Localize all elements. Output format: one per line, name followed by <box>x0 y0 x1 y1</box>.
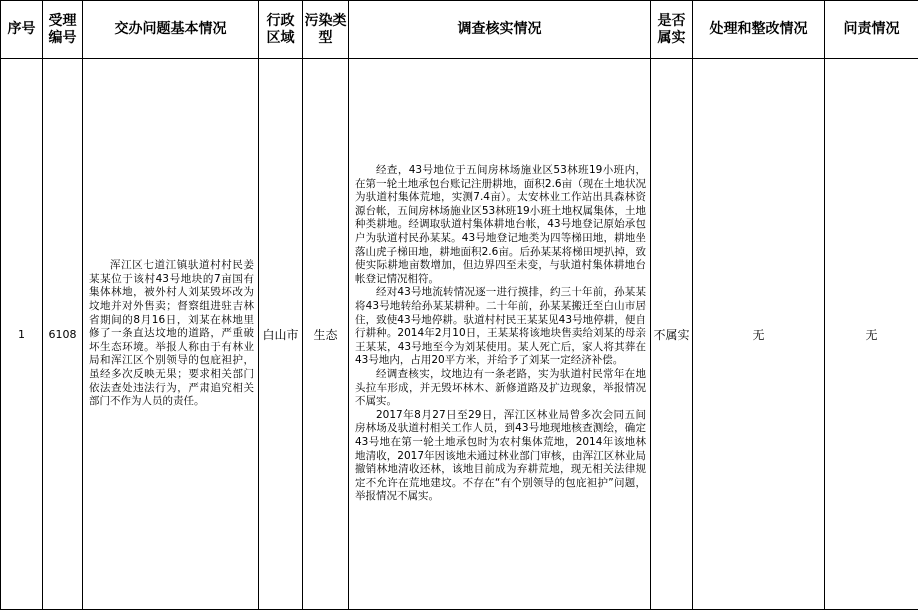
investigation-paragraph: 经调查核实，坟地边有一条老路，实为驮道村民常年在地头拉车形成，并无毁坏林木、新修道路及扩边现象，举报情况不属实。 <box>355 368 646 409</box>
cell-is-true: 不属实 <box>651 59 693 610</box>
cell-accept-no: 6108 <box>43 59 83 610</box>
investigation-paragraph: 经查，43号地位于五间房林场施业区53林班19小班内，在第一轮土地承包台账记注册耕地，面积2.6亩（现在土地状况为驮道村集体荒地，实测7.4亩）。太安林业工作站出具森林资源台帐，五间房林场施业区53林班19小班土地权属集体，土地种类耕地。经调取驮道村集体耕地台帐，43号地登记原始承包户为驮道村民孙某某。43号地登记地类为四等梯田地，耕地坐落山虎子梯田地，耕地面积2.6亩。后孙某某将梯田埂扒掉，致使实际耕地亩数增加，但边界四至未变，与驮道村集体耕地台帐登记情况相符。 <box>355 164 646 286</box>
cell-admin-region: 白山市 <box>259 59 303 610</box>
header-is-true: 是否属实 <box>651 1 693 59</box>
header-pollution-type: 污染类型 <box>303 1 349 59</box>
header-admin-region: 行政区域 <box>259 1 303 59</box>
cell-handling: 无 <box>693 59 825 610</box>
header-seq: 序号 <box>1 1 43 59</box>
cell-accountability: 无 <box>825 59 918 610</box>
basic-situation-text: 浑江区七道江镇驮道村村民姜某某位于该村43号地块的7亩国有集体林地，被外村人刘某毁坏改为坟地并对外售卖；督察组进驻吉林省期间的8月16日，刘某在林地里修了一条直达坟地的道路，严重破坏生态环境。举报人称由于有林业局和浑江区个别领导的包庇袒护，虽经多次反映无果；要求相关部门依法查处违法行为，严肃追究相关部门不作为人员的责任。 <box>89 259 254 409</box>
header-investigation: 调查核实情况 <box>349 1 651 59</box>
cell-seq: 1 <box>1 59 43 610</box>
header-row <box>1 1 918 59</box>
header-accept-no: 受理编号 <box>43 1 83 59</box>
header-basic-situation: 交办问题基本情况 <box>83 1 259 59</box>
header-accountability: 问责情况 <box>825 1 918 59</box>
cell-pollution-type: 生态 <box>303 59 349 610</box>
header-handling: 处理和整改情况 <box>693 1 825 59</box>
investigation-paragraph: 经对43号地流转情况逐一进行摸排，约三十年前，孙某某将43号地转给孙某某耕种。二十年前，孙某某搬迁至白山市居住，致使43号地停耕。驮道村村民王某某见43号地停耕，便自行耕种。2014年2月10日，王某某将该地块售卖给刘某的母亲王某某，43号地至今为刘某使用。某人死亡后，家人将其葬在43号地内，占用20平方米，并给予了刘某一定经济补偿。 <box>355 286 646 368</box>
table-row <box>1 59 918 610</box>
cell-investigation <box>349 59 651 610</box>
cell-basic-situation <box>83 59 259 610</box>
investigation-paragraph: 2017年8月27日至29日，浑江区林业局曾多次会同五间房林场及驮道村相关工作人员，到43号地现地核查测绘，确定43号地在第一轮土地承包时为农村集体荒地，2014年该地林地清收，2017年因该地未通过林业部门审核，由浑江区林业局撤销林地清收还林，该地目前成为弃耕荒地，现无相关法律规定不允许在荒地建坟。不存在“有个别领导的包庇袒护”问题，举报情况不属实。 <box>355 409 646 504</box>
